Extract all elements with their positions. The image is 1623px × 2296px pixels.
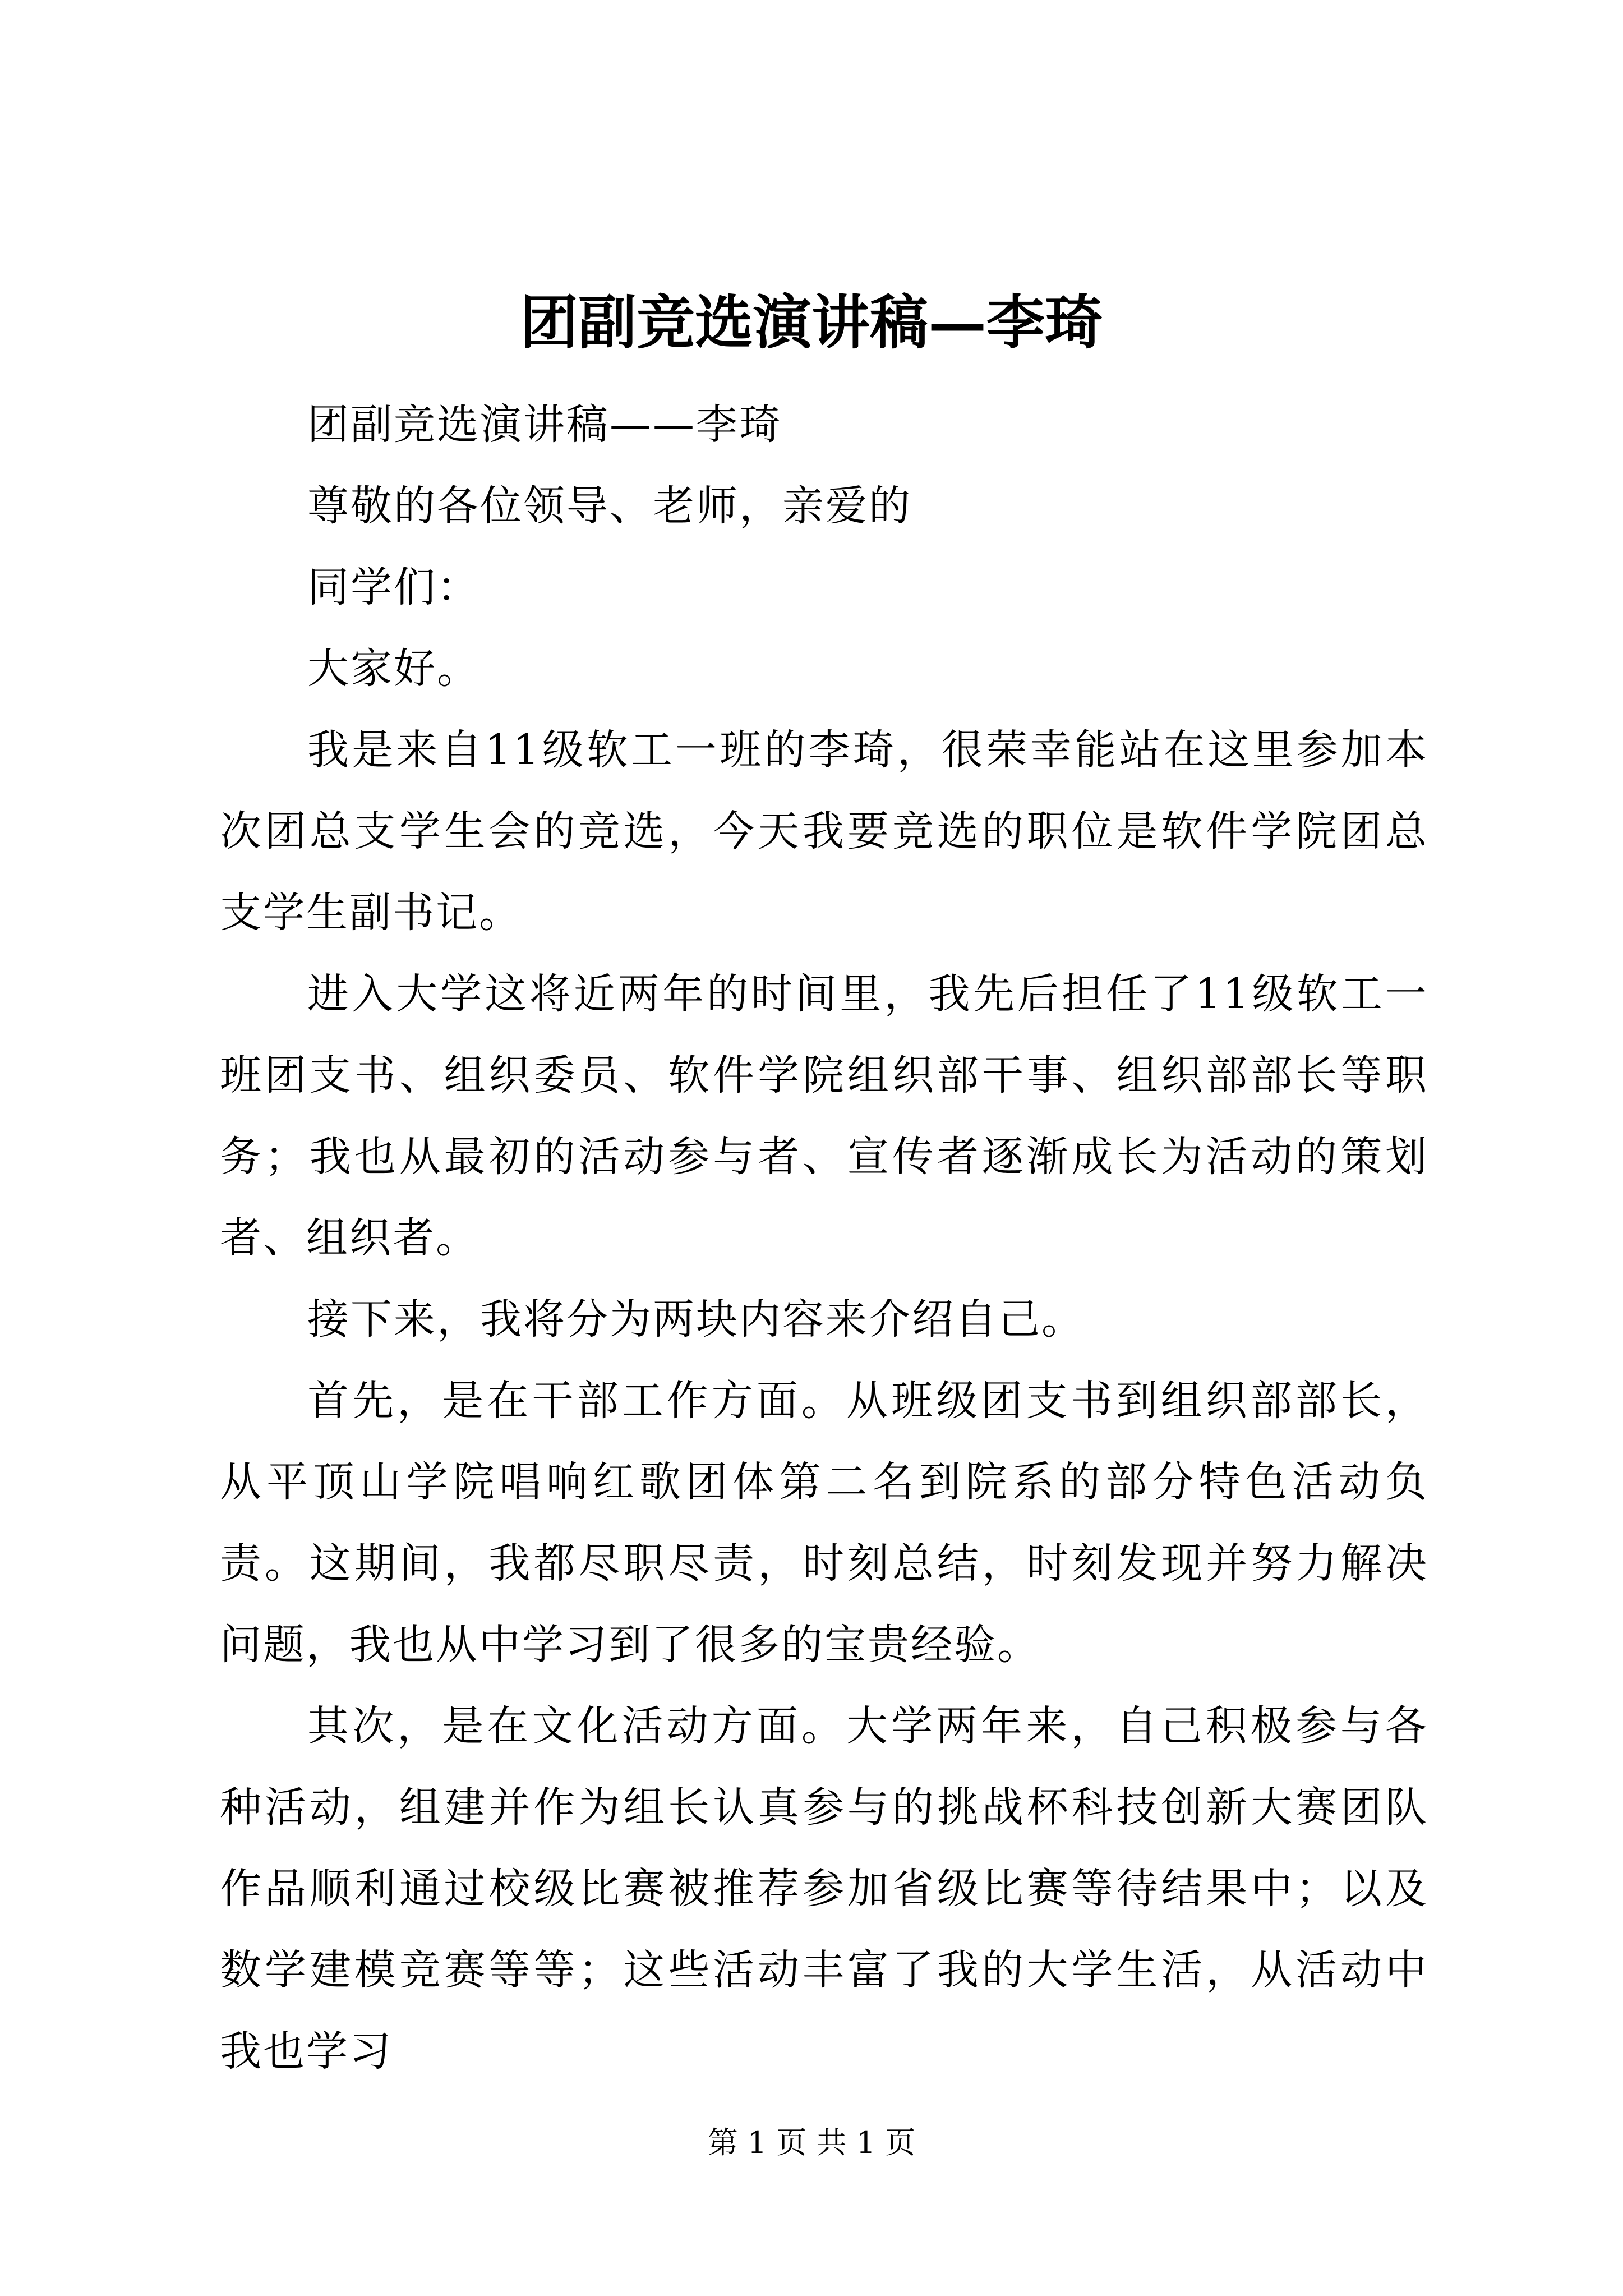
paragraph: 进入大学这将近两年的时间里，我先后担任了11级软工一班团支书、组织委员、软件学院组织部干事、组织部部长等职务；我也从最初的活动参与者、宣传者逐渐成长为活动的策划者、组织者。 [220,970,1428,1262]
document-title: 团副竞选演讲稿—李琦 [519,288,1103,357]
page-footer: 第 1 页 共 1 页 [707,2125,916,2160]
paragraph: 团副竞选演讲稿——李琦 [307,401,782,449]
paragraph: 接下来，我将分为两块内容来介绍自己。 [307,1295,1085,1343]
document-body [220,384,1428,2092]
paragraph: 我是来自11级软工一班的李琦，很荣幸能站在这里参加本次团总支学生会的竞选，今天我要竞选的职位是软件学院团总支学生副书记。 [220,726,1428,937]
paragraph: 首先，是在干部工作方面。从班级团支书到组织部部长，从平顶山学院唱响红歌团体第二名到院系的部分特色活动负责。这期间，我都尽职尽责，时刻总结，时刻发现并努力解决问题，我也从中学习到了很多的宝贵经验。 [220,1377,1428,1669]
paragraph: 大家好。 [307,645,480,693]
paragraph: 同学们： [307,563,480,611]
paragraph: 尊敬的各位领导、老师，亲爱的 [307,482,912,530]
paragraph: 其次，是在文化活动方面。大学两年来，自己积极参与各种活动，组建并作为组长认真参与的挑战杯科技创新大赛团队作品顺利通过校级比赛被推荐参加省级比赛等待结果中；以及数学建模竞赛等等；这些活动丰富了我的大学生活，从活动中我也学习 [220,1702,1428,2076]
